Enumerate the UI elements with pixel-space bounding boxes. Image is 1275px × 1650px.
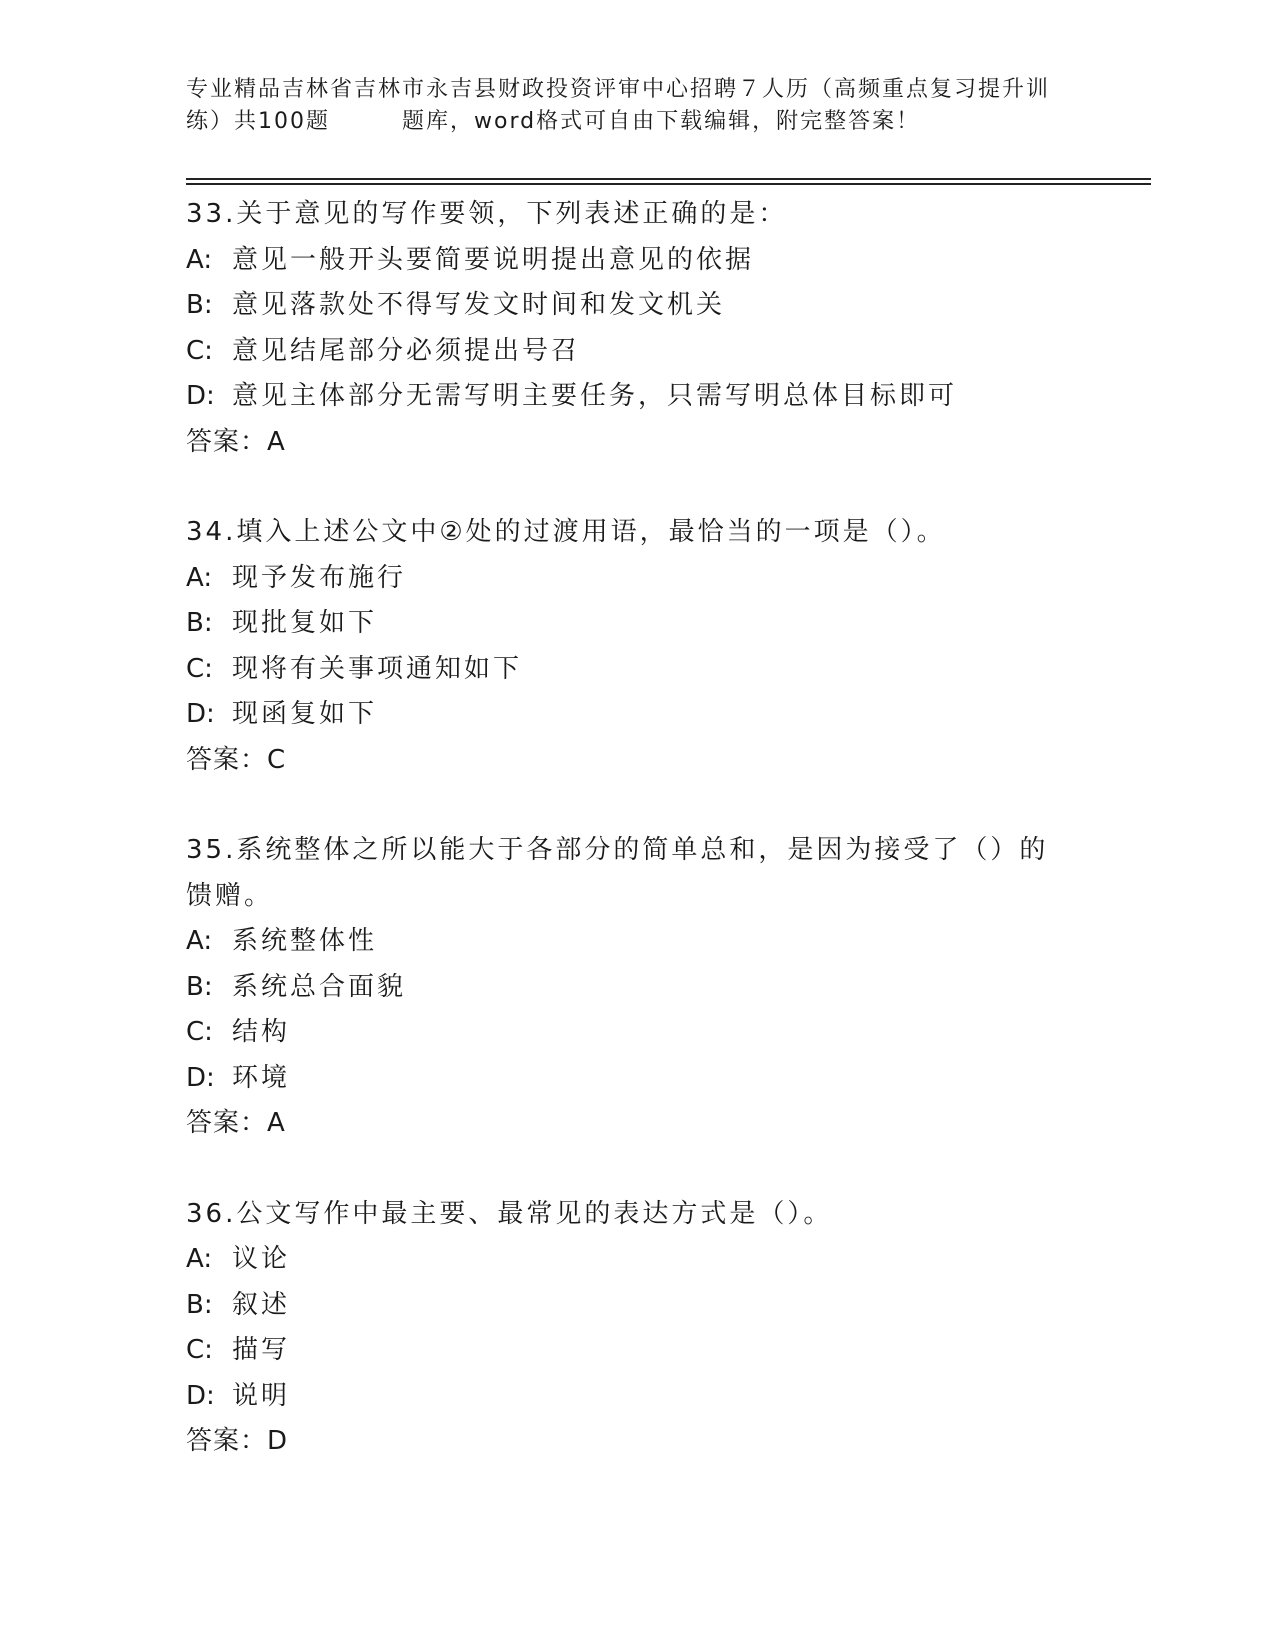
question-list bbox=[186, 192, 1086, 1510]
question-35 bbox=[186, 828, 1086, 1147]
question-stem bbox=[186, 192, 1086, 238]
question-text: 填入上述公文中②处的过渡用语，最恰当的一项是（）。 bbox=[236, 517, 946, 547]
question-36 bbox=[186, 1192, 1086, 1465]
answer-label: 答案： bbox=[186, 744, 268, 775]
answer-label: 答案： bbox=[186, 1108, 268, 1138]
option-text: 环境 bbox=[232, 1062, 291, 1093]
question-stem bbox=[186, 828, 1066, 919]
option-text: 现批复如下 bbox=[232, 608, 378, 638]
question-text: 公文写作中最主要、最常见的表达方式是（）。 bbox=[236, 1198, 833, 1229]
option-c bbox=[186, 647, 1086, 693]
option-c bbox=[186, 329, 1086, 375]
option-letter: B: bbox=[186, 290, 213, 320]
answer-label: 答案： bbox=[186, 426, 268, 457]
answer-value: C bbox=[267, 744, 286, 775]
question-text: 系统整体之所以能大于各部分的简单总和，是因为接受了（）的馈赠。 bbox=[186, 835, 1049, 911]
option-letter: A: bbox=[186, 244, 213, 275]
option-text: 议论 bbox=[232, 1244, 291, 1274]
question-number: 35. bbox=[186, 835, 237, 865]
header-divider-bottom bbox=[186, 183, 1151, 185]
option-letter: C: bbox=[186, 1335, 213, 1365]
option-d bbox=[186, 1374, 1086, 1420]
option-d bbox=[186, 692, 1086, 738]
answer-line bbox=[186, 738, 1086, 784]
option-letter: A: bbox=[186, 562, 213, 593]
question-34 bbox=[186, 510, 1086, 783]
option-text: 意见主体部分无需写明主要任务，只需写明总体目标即可 bbox=[232, 381, 958, 411]
question-text: 关于意见的写作要领，下列表述正确的是： bbox=[236, 199, 788, 229]
option-text: 意见一般开头要简要说明提出意见的依据 bbox=[232, 244, 755, 275]
question-number: 36. bbox=[186, 1198, 237, 1229]
option-letter: D: bbox=[186, 1380, 215, 1411]
option-text: 叙述 bbox=[232, 1289, 291, 1320]
option-letter: B: bbox=[186, 608, 213, 638]
option-letter: A: bbox=[186, 926, 213, 956]
option-b bbox=[186, 1283, 1086, 1329]
header-title-line-2 bbox=[186, 106, 1086, 138]
question-number: 34. bbox=[186, 517, 237, 547]
header-divider-top bbox=[186, 178, 1151, 180]
question-33 bbox=[186, 192, 1086, 465]
option-text: 现予发布施行 bbox=[232, 562, 407, 593]
option-c bbox=[186, 1328, 1086, 1374]
answer-label: 答案： bbox=[186, 1426, 268, 1456]
option-d bbox=[186, 374, 1086, 420]
header-title-line-1: 专业精品吉林省吉林市永吉县财政投资评审中心招聘７人历（高频重点复习提升训 bbox=[186, 77, 1051, 102]
answer-value: A bbox=[267, 426, 285, 457]
option-text: 说明 bbox=[232, 1380, 291, 1411]
option-a bbox=[186, 1237, 1086, 1283]
option-b bbox=[186, 965, 1086, 1011]
option-letter: D: bbox=[186, 699, 215, 729]
option-letter: A: bbox=[186, 1244, 213, 1274]
answer-value: D bbox=[267, 1426, 288, 1456]
option-text: 意见落款处不得写发文时间和发文机关 bbox=[232, 290, 726, 320]
option-letter: D: bbox=[186, 381, 215, 411]
option-letter: B: bbox=[186, 1289, 213, 1320]
option-text: 现将有关事项通知如下 bbox=[232, 653, 523, 684]
header-title-part-b: 题库，word格式可自由下载编辑，附完整答案！ bbox=[402, 109, 921, 134]
header-title-part-a: 练）共100题 bbox=[186, 109, 330, 134]
option-b bbox=[186, 283, 1086, 329]
answer-line bbox=[186, 1101, 1086, 1147]
answer-line bbox=[186, 420, 1086, 466]
option-text: 结构 bbox=[232, 1017, 291, 1047]
option-a bbox=[186, 556, 1086, 602]
answer-line bbox=[186, 1419, 1086, 1465]
option-letter: C: bbox=[186, 1017, 213, 1047]
option-text: 系统整体性 bbox=[232, 926, 378, 956]
question-number: 33. bbox=[186, 199, 237, 229]
option-b bbox=[186, 601, 1086, 647]
answer-value: A bbox=[267, 1108, 285, 1138]
question-stem bbox=[186, 1192, 1086, 1238]
option-d bbox=[186, 1056, 1086, 1102]
option-letter: C: bbox=[186, 335, 213, 366]
option-letter: B: bbox=[186, 971, 213, 1002]
option-text: 系统总合面貌 bbox=[232, 971, 407, 1002]
option-text: 现函复如下 bbox=[232, 699, 378, 729]
option-text: 意见结尾部分必须提出号召 bbox=[232, 335, 581, 366]
question-stem bbox=[186, 510, 1086, 556]
option-letter: C: bbox=[186, 653, 213, 684]
option-a bbox=[186, 238, 1086, 284]
option-letter: D: bbox=[186, 1062, 215, 1093]
option-text: 描写 bbox=[232, 1335, 291, 1365]
option-a bbox=[186, 919, 1086, 965]
option-c bbox=[186, 1010, 1086, 1056]
page-header bbox=[186, 74, 1086, 138]
